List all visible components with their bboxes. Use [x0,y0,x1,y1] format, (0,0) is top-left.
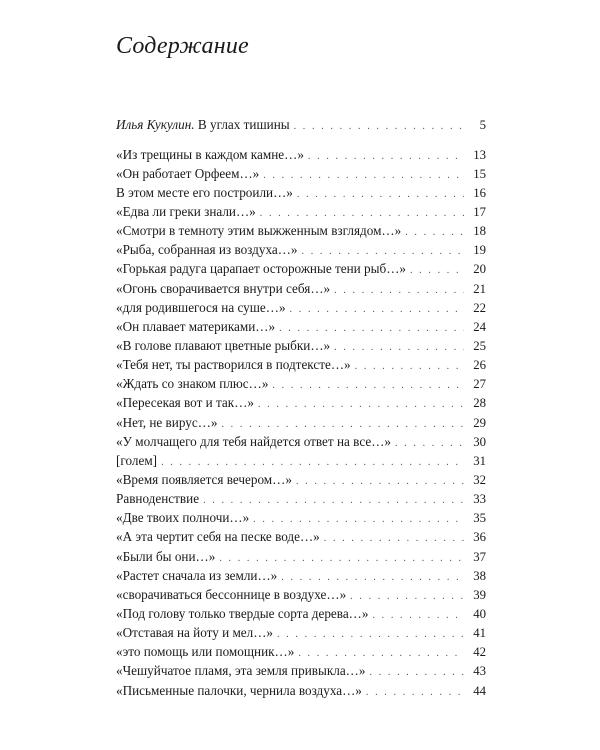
toc-page-number: 42 [473,645,486,660]
toc-entry[interactable] [116,566,486,585]
toc-page-number: 27 [473,377,486,392]
toc-entry[interactable] [116,661,486,680]
toc-entry-title: «Письменные палочки, чернила воздуха…» [116,681,366,700]
table-of-contents [116,115,486,700]
toc-entry-title: «Под голову только твердые сорта дерева…» [116,604,372,623]
toc-entry-title: «Тебя нет, ты растворился в подтексте…» [116,355,355,374]
toc-entry[interactable] [116,259,486,278]
toc-entry[interactable] [116,145,486,164]
dot-leader [324,529,464,548]
dot-leader [372,606,464,625]
toc-entry-title: «Он плавает материками…» [116,317,279,336]
toc-page-number: 25 [473,339,486,354]
toc-entry[interactable] [116,221,486,240]
toc-entry-title: «У молчащего для тебя найдется ответ на все…» [116,432,395,451]
toc-entry-title: «Нет, не вирус…» [116,413,221,432]
toc-entry-title: «А эта чертит себя на песке воде…» [116,527,324,546]
toc-entry[interactable] [116,115,486,134]
dot-leader [296,472,464,491]
toc-entry-title [116,115,294,134]
toc-entry-title: «сворачиваться бессоннице в воздухе…» [116,585,350,604]
dot-leader [277,625,464,644]
toc-entry[interactable] [116,393,486,412]
dot-leader [369,663,464,682]
toc-page-number: 28 [473,396,486,411]
toc-page-number: 30 [473,434,486,449]
toc-page-number: 21 [473,281,486,296]
toc-entry[interactable] [116,164,486,183]
toc-entry-title: «Пересекая вот и так…» [116,393,258,412]
toc-entry[interactable] [116,413,486,432]
dot-leader [405,223,464,242]
dot-leader [410,261,464,280]
toc-page-number: 13 [473,147,486,162]
toc-page-number: 33 [473,492,486,507]
toc-entry-title: «Чешуйчатое пламя, эта земля привыкла…» [116,661,369,680]
page-title: Содержание [116,33,249,59]
toc-entry-title: Равноденствие [116,489,203,508]
toc-entry-title: «Смотри в темноту этим выжженным взглядом…» [116,221,405,240]
toc-page-number: 40 [473,607,486,622]
toc-page-number: 29 [473,415,486,430]
toc-page-number: 32 [473,473,486,488]
toc-entry-title: «Из трещины в каждом камне…» [116,145,308,164]
toc-entry[interactable] [116,279,486,298]
toc-page-number: 37 [473,549,486,564]
toc-entry[interactable] [116,642,486,661]
toc-page-number: 36 [473,530,486,545]
dot-leader [334,281,464,300]
toc-entry-title: «Едва ли греки знали…» [116,202,260,221]
toc-entry[interactable] [116,470,486,489]
toc-entry[interactable] [116,489,486,508]
toc-entry[interactable] [116,355,486,374]
toc-entry[interactable] [116,623,486,642]
dot-leader [395,434,464,453]
toc-page-number: 18 [473,224,486,239]
dot-leader [294,117,464,136]
toc-entry-title: «для родившегося на суше…» [116,298,290,317]
toc-entry-title: [голем] [116,451,161,470]
toc-page-number: 31 [473,453,486,468]
toc-page-number: 26 [473,358,486,373]
toc-page-number: 16 [473,185,486,200]
toc-entry[interactable] [116,336,486,355]
toc-entry[interactable] [116,508,486,527]
toc-entry-title: «Рыба, собранная из воздуха…» [116,240,302,259]
toc-page-number: 44 [473,683,486,698]
toc-page-number: 15 [473,166,486,181]
toc-entry-title: «Отставая на йоту и мел…» [116,623,277,642]
dot-leader [272,376,464,395]
toc-entry-title: «Ждать со знаком плюс…» [116,374,272,393]
toc-entry-title: «Растет сначала из земли…» [116,566,281,585]
toc-entry[interactable] [116,202,486,221]
toc-entry[interactable] [116,547,486,566]
toc-entry-title: «Были бы они…» [116,547,219,566]
toc-entry[interactable] [116,681,486,700]
toc-entry[interactable] [116,432,486,451]
toc-entry[interactable] [116,451,486,470]
toc-entry[interactable] [116,604,486,623]
toc-entry[interactable] [116,183,486,202]
toc-entry[interactable] [116,317,486,336]
toc-entry-author: Илья Кукулин. [116,117,195,132]
toc-page-number: 38 [473,568,486,583]
dot-leader [308,147,464,166]
toc-entry-title: «Огонь сворачивается внутри себя…» [116,279,334,298]
dot-leader [355,357,464,376]
toc-page-number: 39 [473,587,486,602]
toc-entry-title: «В голове плавают цветные рыбки…» [116,336,334,355]
toc-page-number: 19 [473,243,486,258]
toc-entry-title: В этом месте его построили…» [116,183,297,202]
toc-entry-title: «Две твоих полночи…» [116,508,253,527]
dot-leader [297,185,464,204]
toc-entry-title: «Он работает Орфеем…» [116,164,263,183]
toc-page-number: 35 [473,511,486,526]
toc-entry[interactable] [116,527,486,546]
toc-page-number: 17 [473,205,486,220]
dot-leader [366,683,464,702]
toc-page-number: 41 [473,626,486,641]
toc-page-number: 20 [473,262,486,277]
toc-entry-title-text: В углах тишины [197,117,290,132]
toc-entry-list [116,145,486,700]
toc-entry-title: «это помощь или помощник…» [116,642,298,661]
dot-leader [258,395,464,414]
toc-page-number: 24 [473,319,486,334]
dot-leader [290,300,464,319]
toc-page-number: 22 [473,300,486,315]
toc-entry[interactable] [116,240,486,259]
toc-entry[interactable] [116,585,486,604]
toc-page-number: 43 [473,664,486,679]
toc-entry[interactable] [116,374,486,393]
toc-entry-title: «Время появляется вечером…» [116,470,296,489]
toc-entry[interactable] [116,298,486,317]
toc-entry-title: «Горькая радуга царапает осторожные тени рыб…» [116,259,410,278]
toc-page-number: 5 [479,118,486,132]
